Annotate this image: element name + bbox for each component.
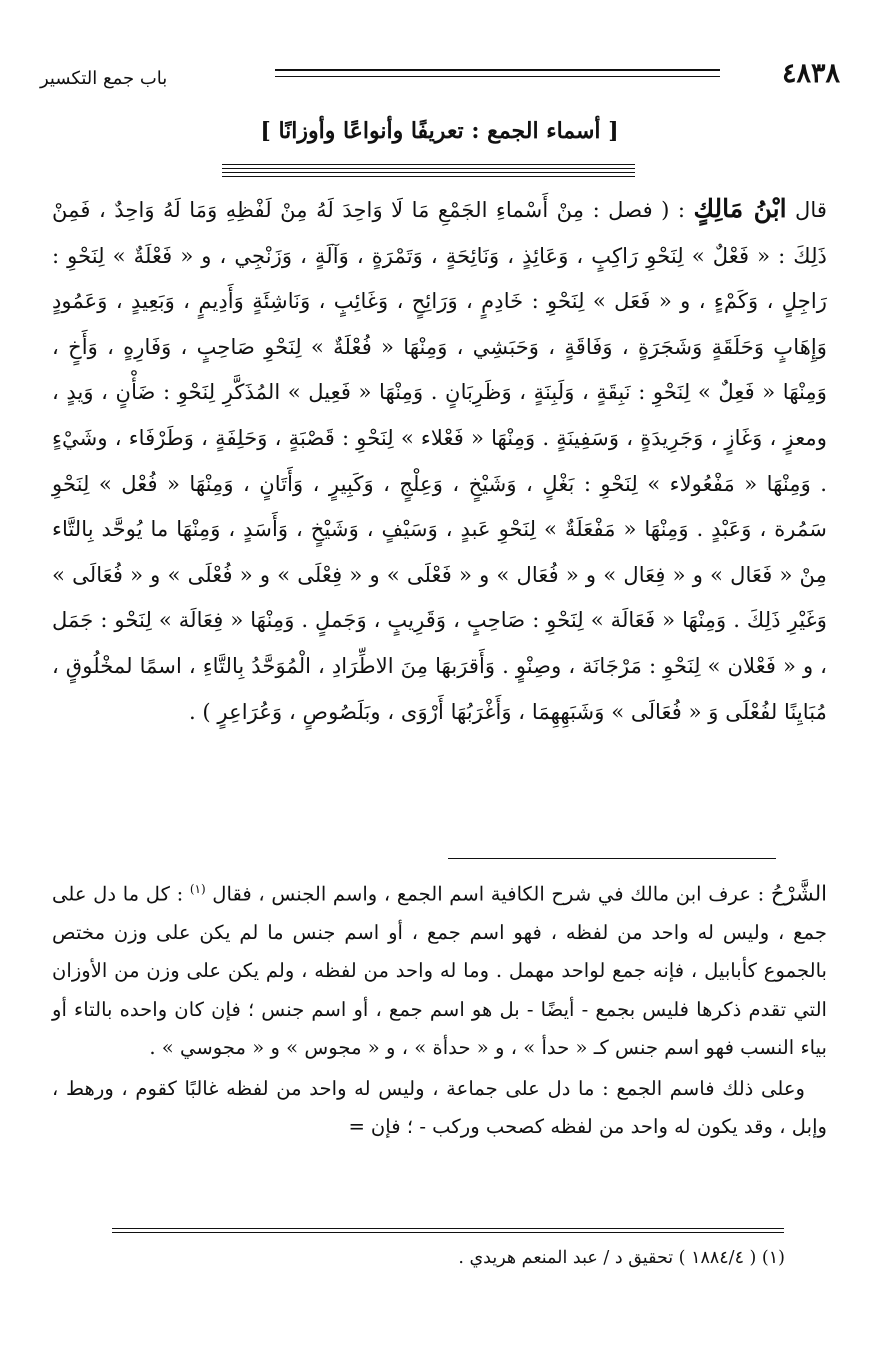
footnote-reference: (١) bbox=[189, 882, 206, 896]
commentary-paragraph-2 bbox=[52, 1070, 827, 1147]
header-rule bbox=[275, 69, 720, 77]
footnote-rule-2 bbox=[112, 1232, 784, 1233]
title-rule-2 bbox=[222, 168, 635, 169]
footnote-rule-1 bbox=[112, 1228, 784, 1229]
commentary-text-1b: : كل ما دل على جمع ، وليس له واحد من لفظه ، فهو اسم جمع ، أو اسم جنس ما لم يكن على وزن مختص بالجموع كأبابيل ، فإنه جمع لواحد مهمل . وما له واحد من لفظه ، ولم يكن على وزن من الأوزان التي تقدم ذكرها فليس بجمع - أيضًا - بل هو اسم جمع ، أو اسم جنس ؛ فإن كان واحده بالتاء أو بياء النسب فهو اسم جنس كـ « حدأ » ، و « حدأة » ، و « مجوس » و « مجوسي » . bbox=[52, 882, 827, 1060]
matn-text bbox=[52, 186, 827, 734]
commentary bbox=[52, 870, 827, 1146]
running-head bbox=[40, 58, 840, 98]
commentary-paragraph-1 bbox=[52, 870, 827, 1068]
title-rule-3 bbox=[222, 172, 635, 173]
commentary-divider bbox=[448, 858, 776, 859]
page-number: ٤٨٣٨ bbox=[781, 58, 840, 89]
title-rule-1 bbox=[222, 164, 635, 165]
matn-body: : ( فصل : مِنْ أَسْماءِ الجَمْعِ مَا لَا وَاحِدَ لَهُ مِنْ لَفْظِهِ وَمَا لَهُ وَاحِدٌ ، فَمِنْ ذَلِكَ : « فَعْلٌ » لِنَحْوِ رَاكِبٍ ، وَعَائِذٍ ، وَنَائِحَةٍ ، وَتَمْرَةٍ ، وَآلَةٍ ، وَزَنْجِي ، و « فَعْلَةٌ » لِنَحْوِ : رَاجِلٍ ، وَكَمْءٍ ، و « فَعَل » لِنَحْوِ : خَادِمٍ ، وَرَائِحٍ ، وَغَائِبٍ ، وَنَاشِئَةٍ وَأَدِيمٍ ، وَبَعِيدٍ ، وَعَمُودٍ وَإِهَابٍ وَحَلَقَةٍ وَشَجَرَةٍ ، وَفَاقَةٍ ، وَحَبَشِي ، وَمِنْهَا « فُعْلَةٌ » لِنَحْوِ صَاحِبٍ ، وَفَارِهٍ ، وَأَخٍ ، وَمِنْهَا « فَعِلٌ » لِنَحْوِ : نَبِقَةٍ ، وَلَبِنَةٍ ، وَظَرِبَانٍ . وَمِنْهَا « فَعِيل » المُذَكَّرِ لِنَحْوِ : ضَأْنٍ ، وَيدٍ ، ومعزٍ ، وَغَازٍ ، وَجَرِيدَةٍ ، وَسَفِينَةٍ . وَمِنْهَا « فَعْلاء » لِنَحْوِ : قَصْبَةٍ ، وَحَلِفَةٍ ، وَطَرْفَاء ، وشَيْءٍ . وَمِنْهَا « مَفْعُولاء » لِنَحْوِ : بَغْلٍ ، وَشَيْخٍ ، وَعِلْجٍ ، وَكَبِيرٍ ، وَأَتَانٍ ، وَمِنْهَا « فُعْل » لِنَحْوِ سَمُرة ، وَعَبْدٍ . وَمِنْهَا « مَفْعَلَةٌ » لِنَحْوِ عَبدٍ ، وَسَيْفٍ ، وَشَيْخٍ ، وَأَسَدٍ ، وَمِنْهَا ما يُوحَّد بِالتَّاء مِنْ « فَعَال » و « فِعَال » و « فُعَال » و « فَعْلَى » و « فِعْلَى » و « فُعْلَى » و « فُعَالَى » وَغَيْرِ ذَلِكَ . وَمِنْهَا « فَعَالَة » لِنَحْوِ : صَاحِبٍ ، وَقَرِيبٍ ، وَجَملٍ . وَمِنْهَا « فِعَالَة » لِنَحْو : جَمَل ، و « فَعْلان » لِنَحْوِ : مَرْجَانَة ، وصِنْوٍ . وَأَقرَبهَا مِنَ الاطِّرَادِ ، الْمُوَحَّدُ بِالتَّاءِ ، اسمًا لمخْلُوقٍ ، مُبَايِنًا لفُعْلَى وَ « فُعَالَى » وَشَبَهِهِمَا ، وَأَغْرَبُهَا أَرْوَى ، وبَلَصُوصٍ ، وَعُرَاعِرٍ ) . bbox=[52, 197, 827, 724]
matn-lead: قال bbox=[795, 197, 827, 222]
footnote: (١) ( ١٨٨٤/٤ ) تحقيق د / عبد المنعم هريدي . bbox=[458, 1248, 785, 1268]
commentary-label: الشَّرْحُ bbox=[770, 881, 827, 906]
commentary-text-1a: : عرف ابن مالك في شرح الكافية اسم الجمع ، واسم الجنس ، فقال bbox=[212, 882, 765, 906]
section-title: [ أسماء الجمع : تعريفًا وأنواعًا وأوزانًا ] bbox=[260, 118, 619, 144]
continuation-mark: = bbox=[348, 1114, 365, 1138]
author-name: ابْنُ مَالِكٍ bbox=[693, 194, 787, 223]
chapter-label: باب جمع التكسير bbox=[40, 68, 168, 89]
commentary-text-2: وعلى ذلك فاسم الجمع : ما دل على جماعة ، وليس له واحد من لفظه غالبًا كقوم ، ورهط ، وإبل ، وقد يكون له واحد من لفظه كصحب وركب - ؛ فإن bbox=[52, 1076, 827, 1138]
title-rule-4 bbox=[222, 176, 635, 177]
